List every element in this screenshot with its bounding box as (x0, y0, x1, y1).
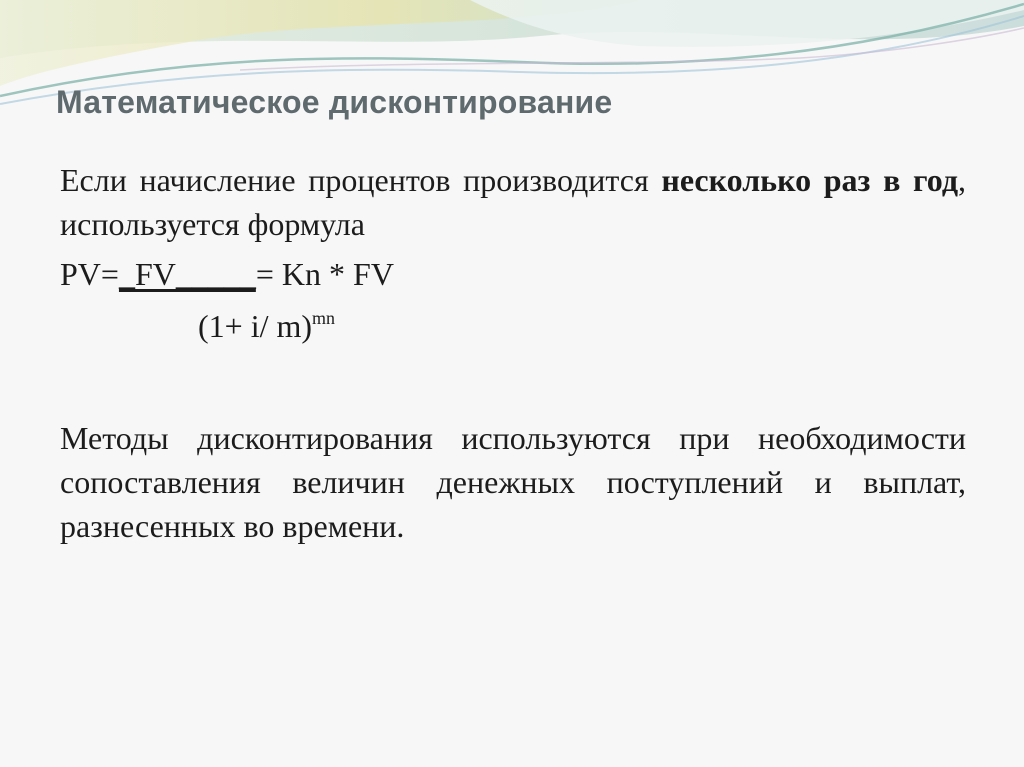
formula-line (60, 256, 394, 293)
formula-denominator (198, 308, 335, 345)
paragraph1-text-part1: Если начисление процентов производится (60, 162, 662, 198)
paragraph-formula-intro (60, 158, 966, 246)
paragraph-discounting-methods: Методы дисконтирования используются при необходимости сопоставления величин денежных поступлений и выплат, разнесенных во времени. (60, 420, 966, 544)
denominator-base: (1+ i/ m) (198, 308, 313, 344)
formula-right: = Kn * FV (255, 256, 394, 292)
denominator-exponent: mn (312, 308, 336, 328)
formula-left: PV= (60, 256, 119, 292)
formula-numerator: _FV_____ (118, 256, 256, 292)
paragraph1-bold-text: несколько раз в год (661, 162, 958, 198)
paragraph1-text-part2: , используется формула (60, 162, 966, 242)
slide-title: Математическое дисконтирование (56, 84, 613, 120)
